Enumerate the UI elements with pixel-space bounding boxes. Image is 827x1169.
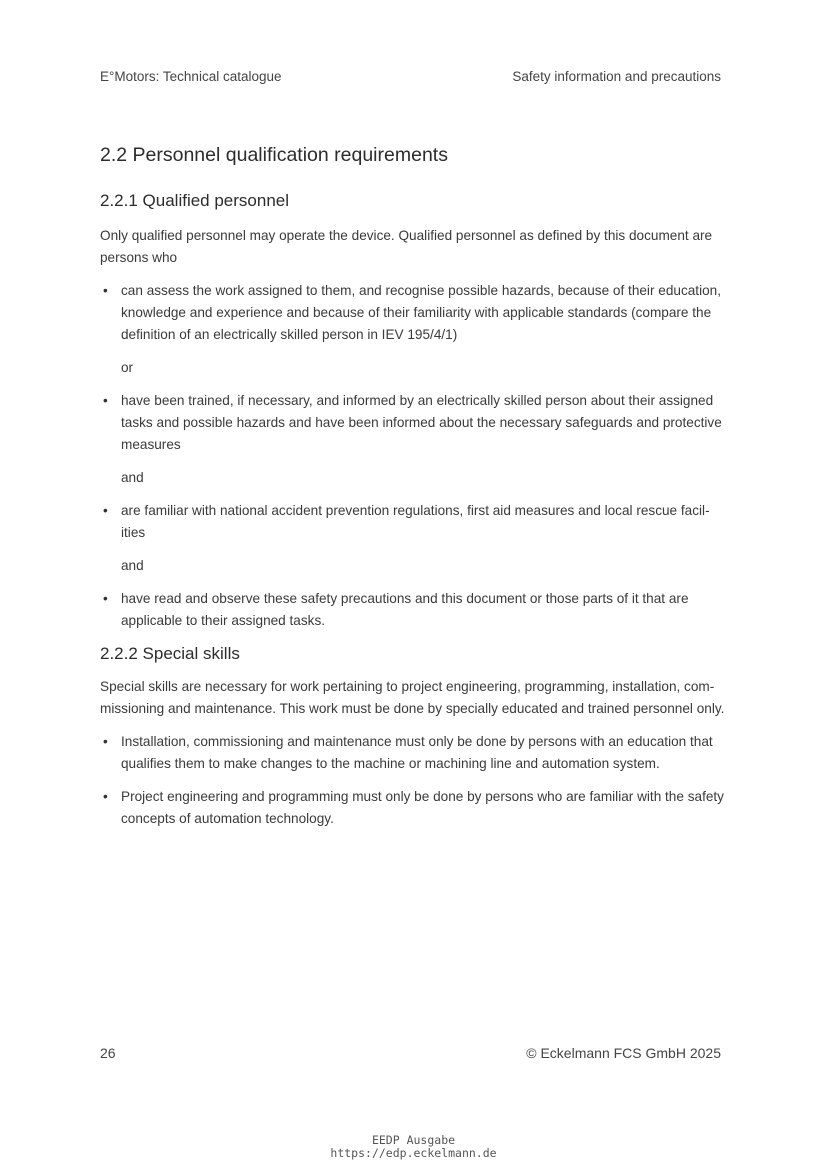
list-item-text: are familiar with national accident prevention regulations, first aid measures and local rescue facil-ities [121, 503, 710, 540]
bullet-icon: • [103, 393, 108, 408]
qualified-personnel-intro: Only qualified personnel may operate the device. Qualified personnel as defined by this document are persons who [100, 228, 713, 265]
running-header-right: Safety information and precautions [512, 69, 721, 84]
qualified-personnel-list-cont [100, 390, 725, 456]
bullet-icon: • [103, 503, 108, 518]
print-stamp-url: https://edp.eckelmann.de [330, 1146, 497, 1160]
bullet-icon: • [103, 734, 108, 749]
list-item-text: Installation, commissioning and maintenance must only be done by persons with an education that qualifies them to make changes to the machine or machining line and automation system. [121, 734, 713, 771]
special-skills-intro: Special skills are necessary for work pertaining to project engineering, programming, installation, com-missioning and maintenance. This work must be done by specially educated and trained personnel only. [100, 679, 725, 716]
bullet-icon: • [103, 789, 108, 804]
list-item-text: can assess the work assigned to them, and recognise possible hazards, because of their education, knowledge and experience and because of their familiarity with applicable standards (compare the definition of an electrically skilled person in IEV 195/4/1) [121, 283, 721, 342]
print-stamp-line-1: EEDP Ausgabe [371, 1133, 456, 1147]
special-skills-list [100, 731, 725, 830]
qualified-personnel-list [100, 280, 725, 346]
bullet-icon: • [103, 591, 108, 606]
list-item [100, 731, 725, 775]
list-item [100, 280, 725, 346]
page-content [100, 142, 725, 830]
bullet-icon: • [103, 283, 108, 298]
running-header-left: E°Motors: Technical catalogue [100, 69, 282, 84]
copyright: © Eckelmann FCS GmbH 2025 [526, 1045, 721, 1061]
list-item [100, 786, 725, 830]
qualified-personnel-list-cont [100, 588, 725, 632]
qualified-personnel-list-cont [100, 500, 725, 544]
section-heading: 2.2 Personnel qualification requirements [100, 144, 448, 166]
page-number: 26 [100, 1045, 116, 1061]
subsection-heading-special-skills: 2.2.2 Special skills [100, 644, 240, 663]
subsection-heading-qualified-personnel: 2.2.1 Qualified personnel [100, 191, 290, 210]
list-item-text: have read and observe these safety precautions and this document or those parts of it that are applicable to their assigned tasks. [121, 591, 689, 628]
list-item [100, 390, 725, 456]
list-item-text: Project engineering and programming must only be done by persons who are familiar with the safety concepts of automation technology. [121, 789, 724, 826]
list-item [100, 500, 725, 544]
conjunction-text: and [121, 470, 144, 485]
conjunction-text: or [121, 360, 134, 375]
list-item [100, 588, 725, 632]
list-item-text: have been trained, if necessary, and informed by an electrically skilled person about their assigned tasks and possible hazards and have been informed about the necessary safeguards and protective measures [121, 393, 722, 452]
conjunction-text: and [121, 558, 144, 573]
